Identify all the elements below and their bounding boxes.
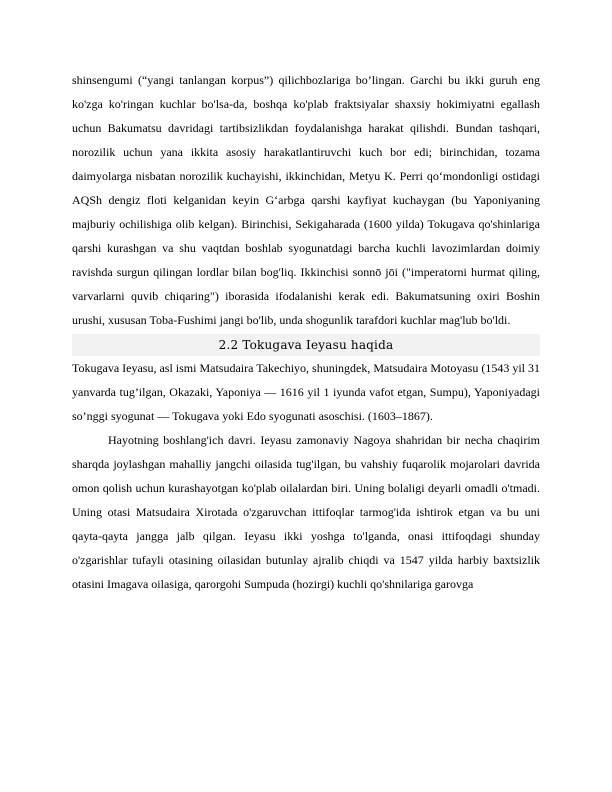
body-paragraph-bakumatsu: shinsengumi (“yangi tanlangan korpus”) qilichbozlariga bo’lingan. Garchi bu ikki guruh eng ko'zga ko'ringan kuchlar bo'lsa-da, boshqa ko'plab fraktsiyalar shaxsiy hokimiyatni egallash uchun Bakumatsu davridagi tartibsizlikdan foydalanishga harakat qilishdi. Bundan tashqari, norozilik uchun yana ikkita asosiy harakatlantiruvchi kuch bor edi; birinchidan, tozama daimyolarga nisbatan norozilik kuchayishi, ikkinchidan, Metyu K. Perri qo‘mondonligi ostidagi AQSh dengiz floti kelganidan keyin G‘arbga qarshi kayfiyat kuchaygan (bu Yaponiyaning majburiy ochilishiga olib kelgan). Birinchisi, Sekigaharada (1600 yilda) Tokugava qo'shinlariga qarshi kurashgan va shu vaqtdan boshlab syogunatdagi barcha kuchli lavozimlardan doimiy ravishda surgun qilingan lordlar bilan bog'liq. Ikkinchisi sonnō jōi ("imperatorni hurmat qiling, varvarlarni quvib chiqaring") iborasida ifodalanishi kerak edi. Bakumatsuning oxiri Boshin urushi, xususan Toba-Fushimi jangi bo'lib, unda shogunlik tarafdori kuchlar mag'lub bo'ldi. <box>72 73 540 327</box>
section-heading: 2.2 Tokugava Ieyasu haqida <box>72 334 540 356</box>
body-paragraph-intro: Tokugava Ieyasu, asl ismi Matsudaira Takechiyo, shuningdek, Matsudaira Motoyasu (1543 yil 31 yanvarda tug’ilgan, Okazaki, Yaponiya — 1616 yil 1 iyunda vafot etgan, Sumpu), Yaponiyadagi so’nggi syogunat — Tokugava yoki Edo syogunati asoschisi. (1603–1867). <box>72 361 541 423</box>
body-paragraph-early-life: Hayotning boshlang'ich davri. Ieyasu zamonaviy Nagoya shahridan bir necha chaqirim sharqda joylashgan mahalliy jangchi oilasida tug'ilgan, bu vahshiy fuqarolik mojarolari davrida omon qolish uchun kurashayotgan ko'plab oilalardan biri. Uning bolaligi deyarli omadli o'tmadi. Uning otasi Matsudaira Xirotada o'zgaruvchan ittifoqlar tarmog'ida ishtirok etgan va bu uni qayta-qayta jangga jalb qilgan. Ieyasu ikki yoshga to'lganda, onasi ittifoqdagi shunday o'zgarishlar tufayli otasining oilasidan butunlay ajralib chiqdi va 1547 yilda harbiy baxtsizlik otasini Imagava oilasiga, qarorgohi Sumpuda (hozirgi) kuchli qo'shnilariga garovga <box>72 433 540 591</box>
document-page <box>72 68 540 596</box>
